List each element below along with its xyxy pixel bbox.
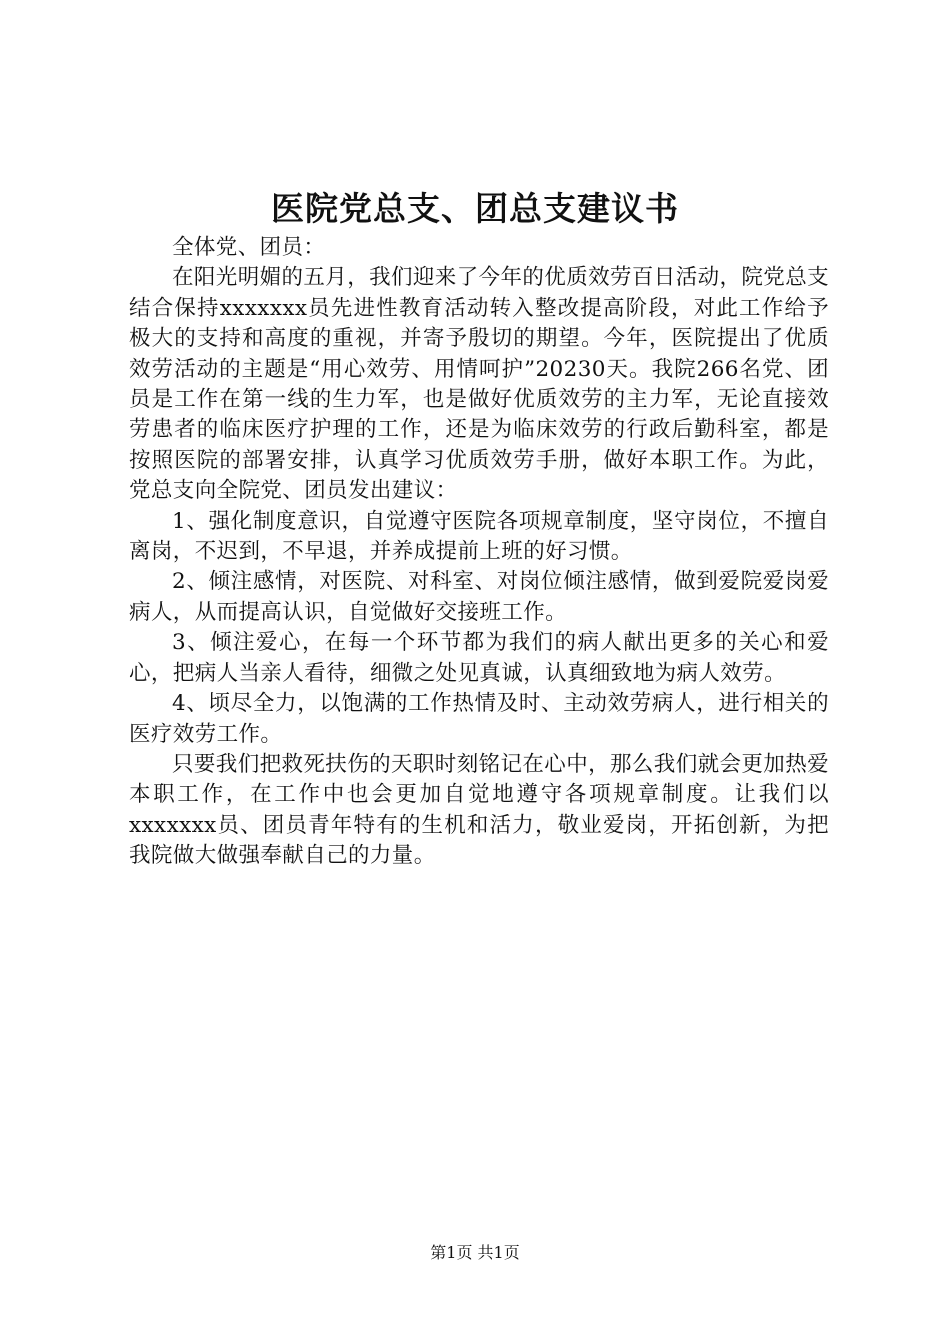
- page-footer: 第1页 共1页: [430, 1243, 520, 1262]
- document-title: 医院党总支、团总支建议书: [271, 189, 679, 228]
- paragraph-item-4: 4、顷尽全力，以饱满的工作热情及时、主动效劳病人，进行相关的医疗效劳工作。: [129, 691, 829, 747]
- paragraph-closing: 只要我们把救死扶伤的天职时刻铭记在心中，那么我们就会更加热爱本职工作，在工作中也会更加自觉地遵守各项规章制度。让我们以xxxxxxx员、团员青年特有的生机和活力，敬业爱岗，开拓创新，为把我院做大做强奉献自己的力量。: [129, 751, 830, 869]
- paragraph-item-2: 2、倾注感情，对医院、对科室、对岗位倾注感情，做到爱院爱岗爱病人，从而提高认识，自觉做好交接班工作。: [129, 569, 829, 625]
- document-body: [129, 233, 829, 872]
- paragraph-item-1: 1、强化制度意识，自觉遵守医院各项规章制度，坚守岗位，不擅自离岗，不迟到，不早退，并养成提前上班的好习惯。: [129, 508, 829, 565]
- paragraph-intro: 在阳光明媚的五月，我们迎来了今年的优质效劳百日活动，院党总支结合保持xxxxxxx员先进性教育活动转入整改提高阶段，对此工作给予极大的支持和高度的重视，并寄予殷切的期望。今年，医院提出了优质效劳活动的主题是“用心效劳、用情呵护”20230天。我院266名党、团员是工作在第一线的生力军，也是做好优质效劳的主力军，无论直接效劳患者的临床医疗护理的工作，还是为临床效劳的行政后勤科室，都是按照医院的部署安排，认真学习优质效劳手册，做好本职工作。为此，党总支向全院党、团员发出建议：: [129, 265, 830, 504]
- paragraph-item-3: 3、倾注爱心，在每一个环节都为我们的病人献出更多的关心和爱心，把病人当亲人看待，细微之处见真诚，认真细致地为病人效劳。: [129, 630, 829, 686]
- salutation: 全体党、团员：: [172, 235, 326, 260]
